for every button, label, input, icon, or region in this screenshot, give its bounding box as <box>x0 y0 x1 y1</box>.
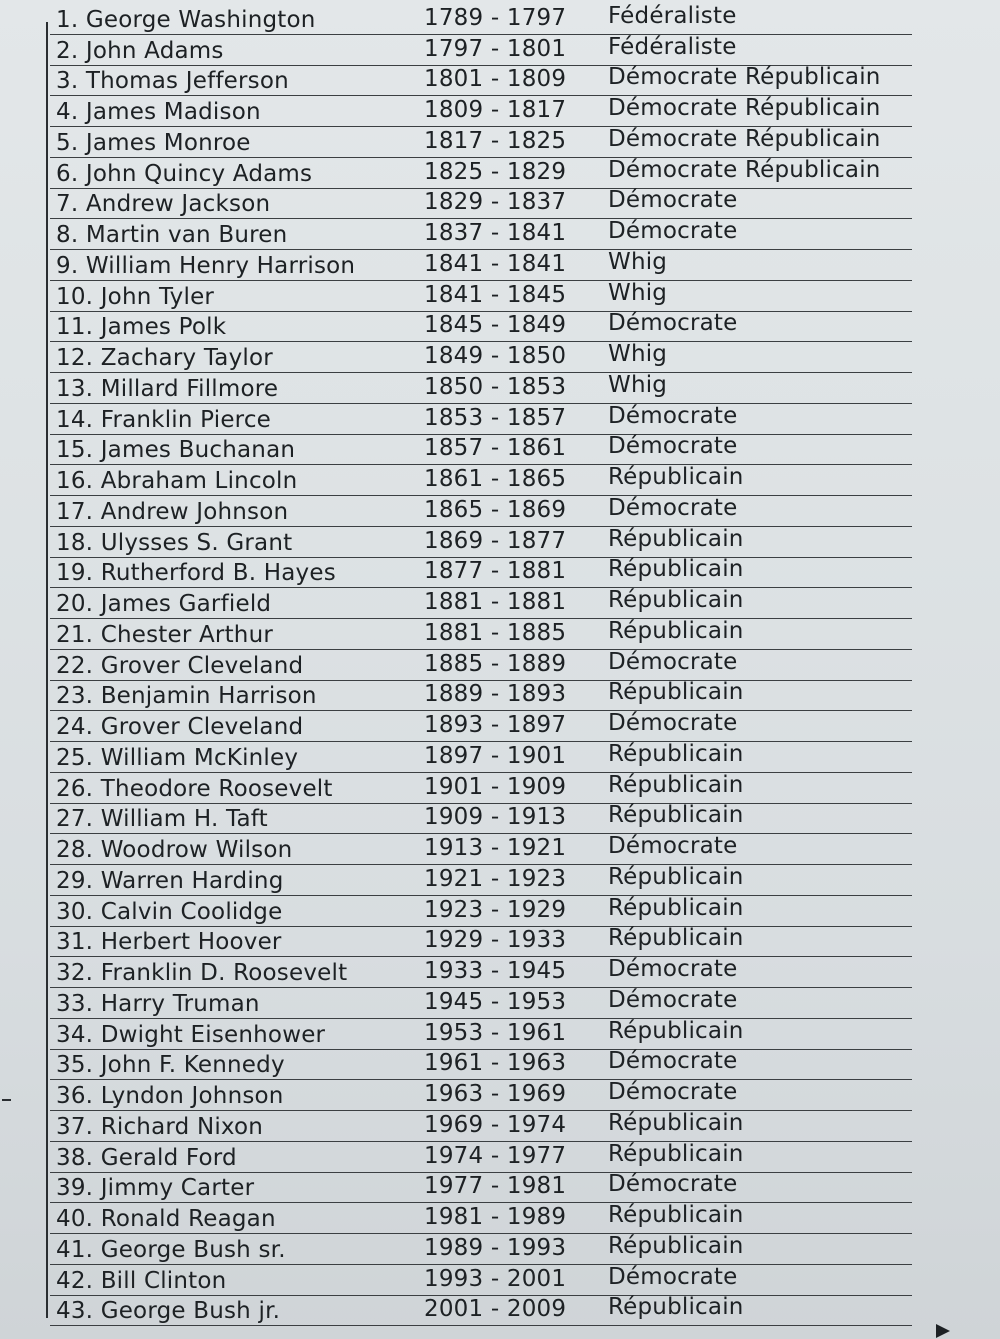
party-affiliation: Démocrate <box>608 1048 738 1075</box>
party-affiliation: Démocrate <box>608 494 738 521</box>
party-affiliation: Républicain <box>608 587 744 613</box>
president-name: 32. Franklin D. Roosevelt <box>56 960 348 986</box>
term-years: 1817 - 1825 <box>424 127 567 154</box>
president-name: 33. Harry Truman <box>56 990 260 1017</box>
president-name: 38. Gerald Ford <box>56 1144 237 1171</box>
president-name: 37. Richard Nixon <box>56 1113 264 1140</box>
party-affiliation: Démocrate <box>608 433 738 460</box>
president-name: 43. George Bush jr. <box>56 1298 281 1325</box>
party-affiliation: Républicain <box>608 1294 744 1321</box>
president-name: 23. Benjamin Harrison <box>56 683 317 710</box>
table-row <box>50 66 912 97</box>
party-affiliation: Républicain <box>608 740 744 767</box>
term-years: 1841 - 1841 <box>424 250 567 277</box>
table-row <box>50 619 912 650</box>
term-years: 1923 - 1929 <box>424 896 567 923</box>
table-row <box>50 588 912 619</box>
president-name: 22. Grover Cleveland <box>56 652 304 679</box>
president-name: 15. James Buchanan <box>56 437 296 464</box>
term-years: 1909 - 1913 <box>424 804 567 831</box>
table-row <box>50 988 912 1019</box>
president-name: 2. John Adams <box>56 37 224 64</box>
term-years: 1933 - 1945 <box>424 958 567 984</box>
table-row <box>50 804 912 835</box>
president-name: 40. Ronald Reagan <box>56 1206 276 1232</box>
party-affiliation: Démocrate <box>608 648 738 675</box>
table-row <box>50 927 912 958</box>
party-affiliation: Whig <box>608 279 668 306</box>
table-row <box>50 1203 912 1234</box>
president-name: 11. James Polk <box>56 314 227 341</box>
party-affiliation: Démocrate <box>608 402 738 429</box>
table-row <box>50 35 912 66</box>
party-affiliation: Républicain <box>608 464 744 490</box>
term-years: 1865 - 1869 <box>424 496 567 523</box>
term-years: 1989 - 1993 <box>424 1234 567 1261</box>
table-row <box>50 650 912 681</box>
term-years: 1837 - 1841 <box>424 220 567 246</box>
table-row <box>50 96 912 127</box>
table-row <box>50 865 912 896</box>
party-affiliation: Démocrate <box>608 986 738 1013</box>
table-row <box>50 742 912 773</box>
term-years: 1963 - 1969 <box>424 1081 567 1107</box>
table-row <box>50 435 912 466</box>
president-name: 36. Lyndon Johnson <box>56 1083 284 1109</box>
president-name: 31. Herbert Hoover <box>56 929 282 956</box>
table-row <box>50 1111 912 1142</box>
table-row <box>50 1080 912 1111</box>
term-years: 1893 - 1897 <box>424 712 567 738</box>
president-name: 7. Andrew Jackson <box>56 191 271 218</box>
term-years: 1993 - 2001 <box>424 1265 567 1292</box>
party-affiliation: Démocrate Républicain <box>608 125 881 152</box>
president-name: 3. Thomas Jefferson <box>56 68 289 95</box>
table-row <box>50 4 912 35</box>
president-name: 20. James Garfield <box>56 591 272 617</box>
president-name: 28. Woodrow Wilson <box>56 837 293 863</box>
party-affiliation: Républicain <box>608 679 744 706</box>
term-years: 1789 - 1797 <box>424 4 567 31</box>
table-row <box>50 681 912 712</box>
party-affiliation: Démocrate <box>608 218 738 244</box>
president-name: 29. Warren Harding <box>56 867 284 894</box>
term-years: 1809 - 1817 <box>424 97 567 123</box>
party-affiliation: Démocrate Républicain <box>608 156 881 183</box>
term-years: 1850 - 1853 <box>424 373 567 400</box>
party-affiliation: Whig <box>608 371 668 398</box>
table-row <box>50 527 912 558</box>
table-row <box>50 189 912 220</box>
term-years: 1881 - 1881 <box>424 589 567 615</box>
term-years: 1945 - 1953 <box>424 988 567 1015</box>
president-name: 35. John F. Kennedy <box>56 1052 285 1079</box>
president-name: 30. Calvin Coolidge <box>56 898 283 925</box>
table-row <box>50 373 912 404</box>
term-years: 1969 - 1974 <box>424 1111 567 1138</box>
table-row <box>50 1019 912 1050</box>
term-years: 1825 - 1829 <box>424 158 567 185</box>
term-years: 1913 - 1921 <box>424 835 567 861</box>
term-years: 1841 - 1845 <box>424 281 567 308</box>
party-affiliation: Républicain <box>608 1232 744 1259</box>
party-affiliation: Démocrate <box>608 1079 738 1105</box>
term-years: 1981 - 1989 <box>424 1204 567 1230</box>
triangle-right-icon <box>936 1324 950 1338</box>
table-row <box>50 219 912 250</box>
term-years: 1861 - 1865 <box>424 466 567 492</box>
president-name: 34. Dwight Eisenhower <box>56 1021 326 1048</box>
party-affiliation: Républicain <box>608 556 744 583</box>
term-years: 1897 - 1901 <box>424 742 567 769</box>
term-years: 1921 - 1923 <box>424 865 567 892</box>
president-name: 12. Zachary Taylor <box>56 345 273 371</box>
president-name: 21. Chester Arthur <box>56 621 274 648</box>
table-row <box>50 1234 912 1265</box>
president-name: 13. Millard Fillmore <box>56 375 279 402</box>
term-years: 1853 - 1857 <box>424 404 567 431</box>
party-affiliation: Républicain <box>608 1109 744 1136</box>
table-row <box>50 1173 912 1204</box>
party-affiliation: Républicain <box>608 771 744 798</box>
party-affiliation: Républicain <box>608 617 744 644</box>
table-row <box>50 711 912 742</box>
party-affiliation: Démocrate Républicain <box>608 95 881 121</box>
president-name: 4. James Madison <box>56 99 261 125</box>
president-name: 19. Rutherford B. Hayes <box>56 560 336 587</box>
president-name: 1. George Washington <box>56 6 316 33</box>
party-affiliation: Républicain <box>608 894 744 921</box>
table-row <box>50 1296 912 1327</box>
president-name: 24. Grover Cleveland <box>56 714 304 740</box>
president-name: 8. Martin van Buren <box>56 222 288 248</box>
term-years: 1869 - 1877 <box>424 527 567 554</box>
party-affiliation: Républicain <box>608 1017 744 1044</box>
party-affiliation: Fédéraliste <box>608 33 737 60</box>
presidents-table <box>50 4 912 1326</box>
president-name: 39. Jimmy Carter <box>56 1175 255 1202</box>
party-affiliation: Républicain <box>608 925 744 952</box>
term-years: 1849 - 1850 <box>424 343 567 369</box>
table-row <box>50 312 912 343</box>
president-name: 27. William H. Taft <box>56 806 268 833</box>
party-affiliation: Démocrate <box>608 1171 738 1198</box>
party-affiliation: Républicain <box>608 802 744 829</box>
margin-tick-mark <box>2 1099 11 1101</box>
term-years: 1889 - 1893 <box>424 681 567 708</box>
president-name: 5. James Monroe <box>56 129 251 156</box>
term-years: 1977 - 1981 <box>424 1173 567 1200</box>
term-years: 1881 - 1885 <box>424 619 567 646</box>
president-name: 25. William McKinley <box>56 744 299 771</box>
president-name: 41. George Bush sr. <box>56 1236 286 1263</box>
president-name: 6. John Quincy Adams <box>56 160 313 187</box>
table-row <box>50 1142 912 1173</box>
term-years: 1877 - 1881 <box>424 558 567 585</box>
party-affiliation: Whig <box>608 248 668 275</box>
table-row <box>50 558 912 589</box>
president-name: 26. Theodore Roosevelt <box>56 775 333 802</box>
term-years: 1953 - 1961 <box>424 1019 567 1046</box>
party-affiliation: Démocrate <box>608 710 738 736</box>
president-name: 14. Franklin Pierce <box>56 406 272 433</box>
term-years: 1829 - 1837 <box>424 189 567 216</box>
table-row <box>50 465 912 496</box>
table-row <box>50 281 912 312</box>
term-years: 1797 - 1801 <box>424 35 567 62</box>
table-row <box>50 158 912 189</box>
table-row <box>50 773 912 804</box>
term-years: 1801 - 1809 <box>424 66 567 93</box>
table-row <box>50 250 912 281</box>
term-years: 1961 - 1963 <box>424 1050 567 1077</box>
term-years: 2001 - 2009 <box>424 1296 567 1323</box>
term-years: 1857 - 1861 <box>424 435 567 462</box>
table-row <box>50 834 912 865</box>
table-row <box>50 496 912 527</box>
president-name: 10. John Tyler <box>56 283 215 310</box>
party-affiliation: Démocrate <box>608 956 738 982</box>
party-affiliation: Démocrate <box>608 310 738 337</box>
party-affiliation: Républicain <box>608 1140 744 1167</box>
term-years: 1901 - 1909 <box>424 773 567 800</box>
table-row <box>50 1050 912 1081</box>
table-row <box>50 127 912 158</box>
party-affiliation: Républicain <box>608 525 744 552</box>
president-name: 42. Bill Clinton <box>56 1267 227 1294</box>
term-years: 1845 - 1849 <box>424 312 567 339</box>
term-years: 1885 - 1889 <box>424 650 567 677</box>
president-name: 16. Abraham Lincoln <box>56 468 298 494</box>
left-margin-rule <box>46 22 48 1318</box>
party-affiliation: Républicain <box>608 863 744 890</box>
party-affiliation: Républicain <box>608 1202 744 1228</box>
table-row <box>50 342 912 373</box>
table-row <box>50 896 912 927</box>
table-row <box>50 1265 912 1296</box>
party-affiliation: Démocrate <box>608 187 738 214</box>
president-name: 17. Andrew Johnson <box>56 498 289 525</box>
table-row <box>50 957 912 988</box>
president-name: 9. William Henry Harrison <box>56 252 356 279</box>
party-affiliation: Fédéraliste <box>608 2 737 29</box>
term-years: 1929 - 1933 <box>424 927 567 954</box>
term-years: 1974 - 1977 <box>424 1142 567 1169</box>
party-affiliation: Whig <box>608 341 668 367</box>
party-affiliation: Démocrate Républicain <box>608 64 881 91</box>
president-name: 18. Ulysses S. Grant <box>56 529 293 556</box>
table-row <box>50 404 912 435</box>
party-affiliation: Démocrate <box>608 1263 738 1290</box>
party-affiliation: Démocrate <box>608 833 738 859</box>
